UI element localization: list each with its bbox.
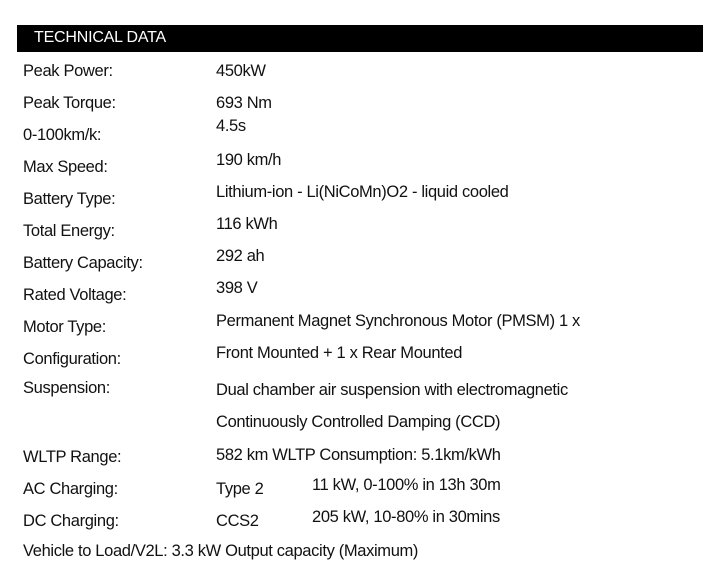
peak-torque-label: Peak Torque: xyxy=(23,94,116,112)
max-speed-value: 190 km/h xyxy=(216,151,282,169)
ac-charging-type: Type 2 xyxy=(216,480,264,498)
ac-charging-label: AC Charging: xyxy=(23,480,118,498)
configuration-label: Configuration: xyxy=(23,350,121,368)
acceleration-value: 4.5s xyxy=(216,117,246,135)
peak-power-label: Peak Power: xyxy=(23,62,113,80)
rated-voltage-value: 398 V xyxy=(216,279,258,297)
acceleration-label: 0-100km/k: xyxy=(23,126,102,144)
battery-capacity-value: 292 ah xyxy=(216,247,265,265)
dc-charging-label: DC Charging: xyxy=(23,512,119,530)
battery-type-value: Lithium-ion - Li(NiCoMn)O2 - liquid cooled xyxy=(216,183,509,201)
rated-voltage-label: Rated Voltage: xyxy=(23,286,127,304)
dc-charging-detail: 205 kW, 10-80% in 30mins xyxy=(312,508,500,526)
v2l-line: Vehicle to Load/V2L: 3.3 kW Output capacity (Maximum) xyxy=(23,542,419,560)
suspension-value-line-2: Continuously Controlled Damping (CCD) xyxy=(216,413,501,431)
section-title: TECHNICAL DATA xyxy=(34,29,167,46)
motor-type-value: Permanent Magnet Synchronous Motor (PMSM) 1 x xyxy=(216,312,580,330)
technical-data-header xyxy=(17,25,703,52)
total-energy-value: 116 kWh xyxy=(216,215,278,233)
wltp-range-value: 582 km WLTP Consumption: 5.1km/kWh xyxy=(216,446,501,464)
peak-torque-value: 693 Nm xyxy=(216,94,272,112)
battery-type-label: Battery Type: xyxy=(23,190,116,208)
total-energy-label: Total Energy: xyxy=(23,222,115,240)
max-speed-label: Max Speed: xyxy=(23,158,108,176)
ac-charging-detail: 11 kW, 0-100% in 13h 30m xyxy=(312,476,501,494)
peak-power-value: 450kW xyxy=(216,62,266,80)
dc-charging-type: CCS2 xyxy=(216,512,259,530)
configuration-value: Front Mounted + 1 x Rear Mounted xyxy=(216,344,463,362)
suspension-label: Suspension: xyxy=(23,379,110,397)
motor-type-label: Motor Type: xyxy=(23,318,106,336)
suspension-value-line-1: Dual chamber air suspension with electromagnetic xyxy=(216,381,568,399)
wltp-range-label: WLTP Range: xyxy=(23,448,122,466)
battery-capacity-label: Battery Capacity: xyxy=(23,254,143,272)
